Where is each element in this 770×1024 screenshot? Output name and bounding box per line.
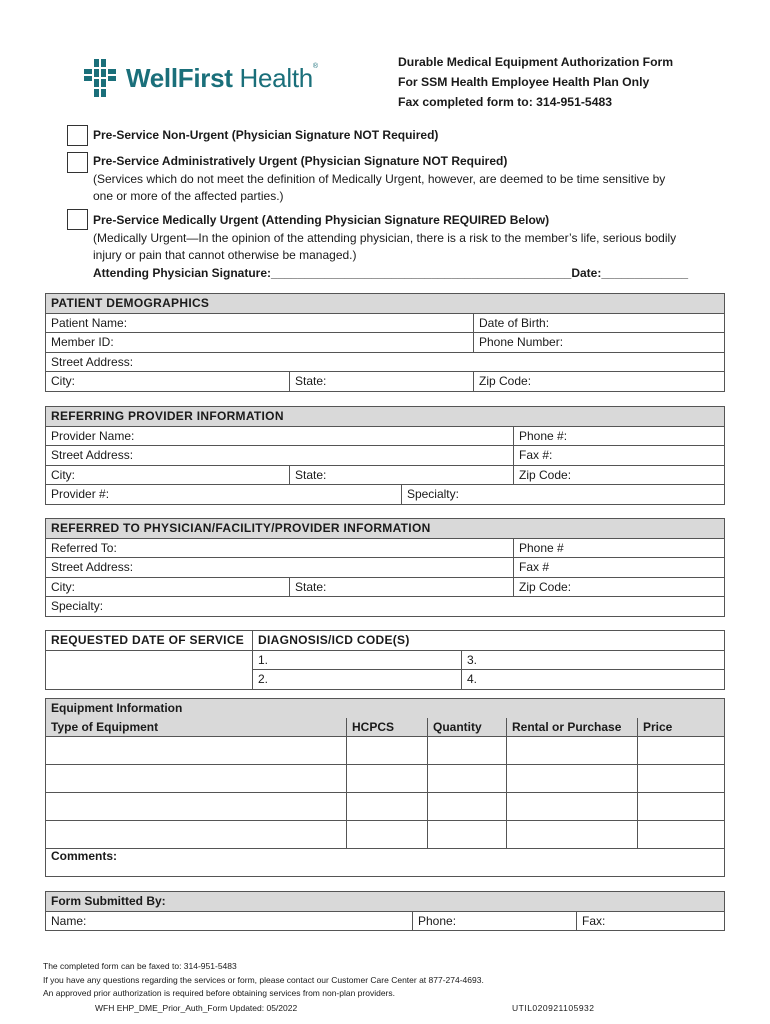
equipment-cell[interactable] bbox=[347, 793, 428, 821]
equipment-cell[interactable] bbox=[46, 793, 347, 821]
col-rental-or-purchase: Rental or Purchase bbox=[507, 718, 638, 737]
option-non-urgent: Pre-Service Non-Urgent (Physician Signature NOT Required) bbox=[93, 128, 439, 142]
form-title: Durable Medical Equipment Authorization Form bbox=[398, 55, 674, 69]
referred-phone-field[interactable]: Phone # bbox=[514, 538, 725, 558]
referred-fax-field[interactable]: Fax # bbox=[514, 558, 725, 578]
dx2-field[interactable]: 2. bbox=[253, 670, 462, 690]
form-plan: For SSM Health Employee Health Plan Only bbox=[398, 75, 650, 89]
wellfirst-logo bbox=[82, 58, 318, 98]
provider-phone-field[interactable]: Phone #: bbox=[514, 426, 725, 446]
patient-zip-field[interactable]: Zip Code: bbox=[474, 372, 725, 392]
provider-fax-field[interactable]: Fax #: bbox=[514, 446, 725, 466]
referred-zip-field[interactable]: Zip Code: bbox=[514, 577, 725, 597]
form-code: UTIL020921105932 bbox=[512, 1003, 595, 1013]
service-date-header: REQUESTED DATE OF SERVICE bbox=[46, 631, 253, 651]
referring-provider-table bbox=[45, 406, 725, 505]
brand-name: WellFirst Health® bbox=[126, 62, 318, 93]
equipment-cell[interactable] bbox=[638, 765, 725, 793]
provider-zip-field[interactable]: Zip Code: bbox=[514, 465, 725, 485]
member-id-field[interactable]: Member ID: bbox=[46, 333, 474, 353]
referred-city-field[interactable]: City: bbox=[46, 577, 290, 597]
wellfirst-grid-icon bbox=[82, 59, 118, 97]
comments-field[interactable]: Comments: bbox=[46, 849, 725, 877]
col-hcpcs: HCPCS bbox=[347, 718, 428, 737]
equipment-cell[interactable] bbox=[638, 793, 725, 821]
provider-city-field[interactable]: City: bbox=[46, 465, 290, 485]
fax-instruction: Fax completed form to: 314-951-5483 bbox=[398, 95, 613, 109]
patient-section-header: PATIENT DEMOGRAPHICS bbox=[46, 294, 725, 314]
referred-street-field[interactable]: Street Address: bbox=[46, 558, 514, 578]
submitted-by-table bbox=[45, 891, 725, 931]
equipment-cell[interactable] bbox=[347, 737, 428, 765]
service-date-field[interactable] bbox=[46, 650, 253, 689]
submitted-by-title: Form Submitted By: bbox=[46, 892, 725, 912]
equipment-cell[interactable] bbox=[347, 765, 428, 793]
patient-demographics-table bbox=[45, 293, 725, 392]
equipment-cell[interactable] bbox=[46, 765, 347, 793]
col-type-of-equipment: Type of Equipment bbox=[46, 718, 347, 737]
equipment-cell[interactable] bbox=[46, 821, 347, 849]
provider-number-field[interactable]: Provider #: bbox=[46, 485, 402, 505]
submitter-name-field[interactable]: Name: bbox=[46, 911, 413, 931]
referred-section-header: REFERRED TO PHYSICIAN/FACILITY/PROVIDER INFORMATION bbox=[46, 519, 725, 539]
non-urgent-checkbox[interactable] bbox=[67, 125, 88, 146]
admin-urgent-checkbox[interactable] bbox=[67, 152, 88, 173]
equipment-cell[interactable] bbox=[507, 737, 638, 765]
equipment-cell[interactable] bbox=[428, 821, 507, 849]
referred-state-field[interactable]: State: bbox=[290, 577, 514, 597]
patient-street-field[interactable]: Street Address: bbox=[46, 352, 725, 372]
equipment-cell[interactable] bbox=[428, 765, 507, 793]
equipment-cell[interactable] bbox=[507, 821, 638, 849]
footer-notes: The completed form can be faxed to: 314-951-5483 If you have any questions regarding the services or form, please contact our Customer Care Center at 877-274-4693. An approved prior authorization is required before obtaining services from non-plan providers. bbox=[43, 961, 484, 998]
equipment-cell[interactable] bbox=[507, 793, 638, 821]
option-admin-urgent: Pre-Service Administratively Urgent (Physician Signature NOT Required) (Services which do not meet the definition of Medically Urgent, however, are deemed to be time sensitive by one or more of the affected parties.) bbox=[93, 154, 666, 203]
col-price: Price bbox=[638, 718, 725, 737]
dx4-field[interactable]: 4. bbox=[462, 670, 725, 690]
dx1-field[interactable]: 1. bbox=[253, 650, 462, 670]
submitter-phone-field[interactable]: Phone: bbox=[413, 911, 577, 931]
equipment-cell[interactable] bbox=[46, 737, 347, 765]
equipment-table bbox=[45, 698, 725, 877]
form-id: WFH EHP_DME_Prior_Auth_Form Updated: 05/2022 bbox=[95, 1003, 298, 1013]
provider-name-field[interactable]: Provider Name: bbox=[46, 426, 514, 446]
equipment-cell[interactable] bbox=[638, 821, 725, 849]
equipment-cell[interactable] bbox=[507, 765, 638, 793]
equipment-title: Equipment Information bbox=[46, 699, 725, 718]
form-header bbox=[398, 52, 673, 112]
medically-urgent-checkbox[interactable] bbox=[67, 209, 88, 230]
referred-to-field[interactable]: Referred To: bbox=[46, 538, 514, 558]
submitter-fax-field[interactable]: Fax: bbox=[577, 911, 725, 931]
patient-city-field[interactable]: City: bbox=[46, 372, 290, 392]
option-medically-urgent: Pre-Service Medically Urgent (Attending Physician Signature REQUIRED Below) (Medically Urgent—In the opinion of the attending physician, there is a risk to the member’s life, serious bodily injury or pain that cannot otherwise be managed.) Attending Physician Signature:_____________________________________________Date:_____________ bbox=[93, 212, 688, 282]
referring-section-header: REFERRING PROVIDER INFORMATION bbox=[46, 407, 725, 427]
patient-phone-field[interactable]: Phone Number: bbox=[474, 333, 725, 353]
provider-specialty-field[interactable]: Specialty: bbox=[401, 485, 724, 505]
service-diagnosis-table bbox=[45, 630, 725, 690]
equipment-cell[interactable] bbox=[428, 793, 507, 821]
dx3-field[interactable]: 3. bbox=[462, 650, 725, 670]
patient-name-field[interactable]: Patient Name: bbox=[46, 313, 474, 333]
col-quantity: Quantity bbox=[428, 718, 507, 737]
dob-field[interactable]: Date of Birth: bbox=[474, 313, 725, 333]
equipment-cell[interactable] bbox=[428, 737, 507, 765]
provider-state-field[interactable]: State: bbox=[290, 465, 514, 485]
equipment-cell[interactable] bbox=[638, 737, 725, 765]
provider-street-field[interactable]: Street Address: bbox=[46, 446, 514, 466]
patient-state-field[interactable]: State: bbox=[290, 372, 474, 392]
referred-specialty-field[interactable]: Specialty: bbox=[46, 597, 725, 617]
equipment-cell[interactable] bbox=[347, 821, 428, 849]
referred-to-table bbox=[45, 518, 725, 617]
diagnosis-header: DIAGNOSIS/ICD CODE(S) bbox=[253, 631, 725, 651]
physician-signature-line[interactable]: Attending Physician Signature:_____________________________________________Date:_____________ bbox=[93, 265, 689, 280]
